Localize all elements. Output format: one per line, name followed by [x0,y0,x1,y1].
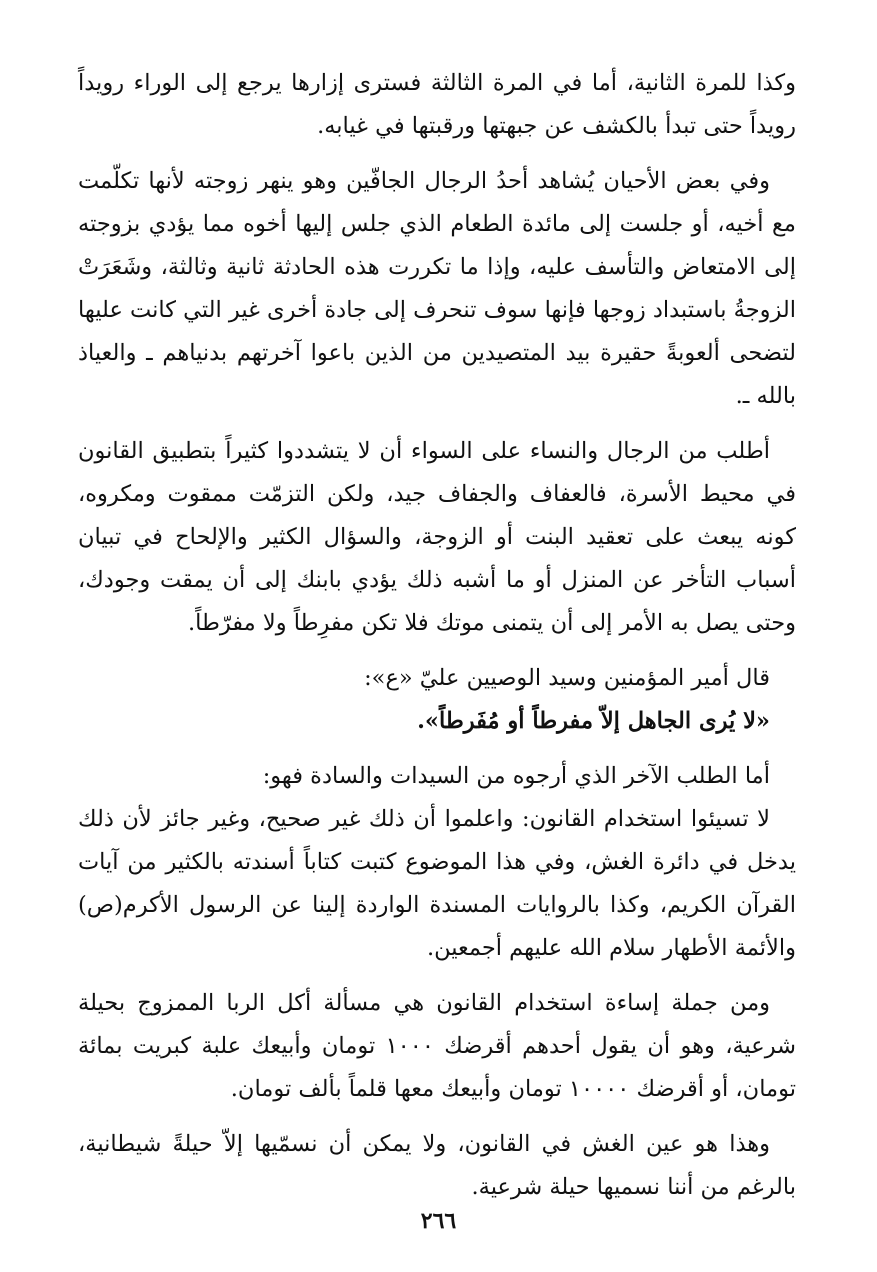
paragraph-4: أما الطلب الآخر الذي أرجوه من السيدات والسادة فهو: [262,763,770,789]
paragraph-2: وفي بعض الأحيان يُشاهد أحدُ الرجال الجافّين وهو ينهر زوجته لأنها تكلّمت مع أخيه، أو جلست إلى مائدة الطعام الذي جلس إليها أخوه مما يؤدي بزوجته إلى الامتعاض والتأسف عليه، وإذا ما تكررت هذه الحادثة ثانية وثالثة، وشَعَرَتْ الزوجةُ باستبداد زوجها فإنها سوف تنحرف إلى جادة أخرى غير التي كانت عليها لتضحى ألعوبةً حقيرة بيد المتصيدين من الذين باعوا آخرتهم بدنياهم ـ والعياذ بالله ـ. [78,168,796,409]
quote-text: «لا يُرى الجاهل إلاّ مفرطاً أو مُفَرطاً». [417,708,770,734]
paragraph-3: أطلب من الرجال والنساء على السواء أن لا يتشددوا كثيراً بتطبيق القانون في محيط الأسرة، فالعفاف والجفاف جيد، ولكن التزمّت ممقوت ومكروه، كونه يبعث على تعقيد البنت أو الزوجة، والسؤال الكثير والإلحاح في تبيان أسباب التأخر عن المنزل أو ما أشبه ذلك يؤدي بابنك إلى أن يمقت وجودك، وحتى يصل به الأمر إلى أن يتمنى موتك فلا تكن مفرِطاً ولا مفرّطاً. [78,438,796,636]
page-body [78,62,796,1221]
page-number: ٢٦٦ [420,1208,457,1234]
paragraph-5: لا تسيئوا استخدام القانون: واعلموا أن ذلك غير صحيح، وغير جائز لأن ذلك يدخل في دائرة الغش، وفي هذا الموضوع كتبت كتاباً أسندته بالكثير من آيات القرآن الكريم، وكذا بالروايات المسندة الواردة إلينا عن الرسول الأكرم(ص) والأئمة الأطهار سلام الله عليهم أجمعين. [78,806,796,961]
quote-intro: قال أمير المؤمنين وسيد الوصيين عليّ «ع»: [364,665,770,691]
paragraph-6: ومن جملة إساءة استخدام القانون هي مسألة أكل الربا الممزوج بحيلة شرعية، وهو أن يقول أحدهم أقرضك ١٠٠٠ تومان وأبيعك علبة كبريت بمائة تومان، أو أقرضك ١٠٠٠٠ تومان وأبيعك معها قلماً بألف تومان. [78,990,796,1102]
paragraph-1: وكذا للمرة الثانية، أما في المرة الثالثة فسترى إزارها يرجع إلى الوراء رويداً رويداً حتى تبدأ بالكشف عن جبهتها ورقبتها في غيابه. [78,70,796,139]
paragraph-7: وهذا هو عين الغش في القانون، ولا يمكن أن نسمّيها إلاّ حيلةً شيطانية، بالرغم من أننا نسميها حيلة شرعية. [78,1131,796,1200]
